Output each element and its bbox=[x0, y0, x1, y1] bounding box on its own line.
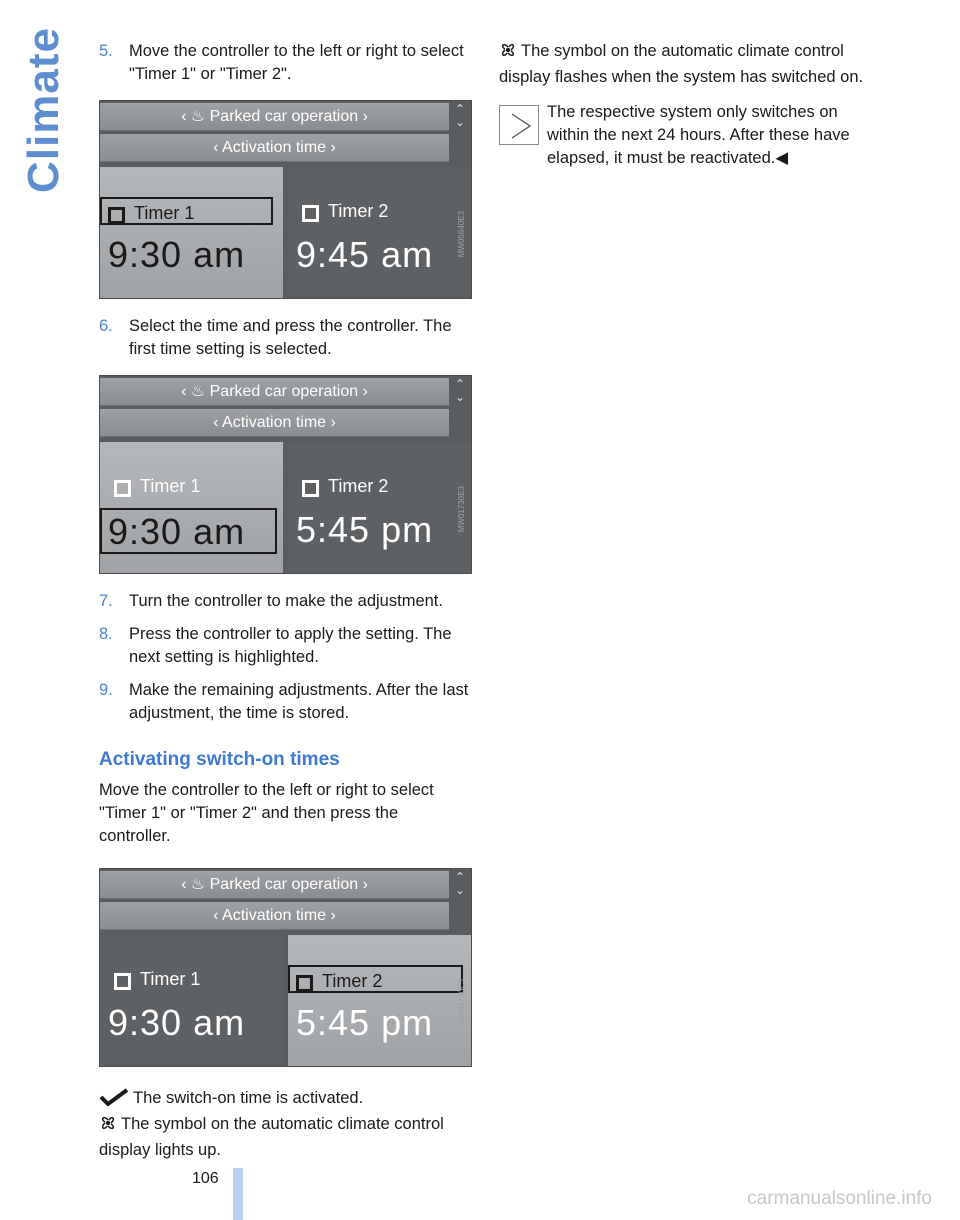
chapter-tab bbox=[19, 27, 68, 193]
image-code: MW01730E3 bbox=[457, 486, 466, 533]
step-8 bbox=[99, 623, 474, 669]
watermark: carmanualsonline.info bbox=[747, 1188, 932, 1209]
climate-fan-icon bbox=[499, 41, 517, 66]
timer1-panel bbox=[100, 935, 283, 1067]
timer2-label: Timer 2 bbox=[296, 472, 463, 500]
scroll-arrows-icon: ⌃ ⌄ bbox=[454, 870, 466, 897]
step-number: 8. bbox=[99, 625, 113, 643]
timer2-label: Timer 2 bbox=[288, 965, 463, 993]
scroll-arrows-icon: ⌃ ⌄ bbox=[454, 102, 466, 129]
note-text: The respective system only switches on within the next 24 hours. After these have elapsed, it must be reactivated. bbox=[547, 103, 850, 167]
section-heading: Activating switch-on times bbox=[99, 749, 340, 770]
menu-title: Parked car operation bbox=[209, 383, 359, 400]
step-text: Select the time and press the controller. The first time setting is selected. bbox=[129, 317, 452, 358]
timer2-panel bbox=[288, 167, 472, 299]
timer1-label: Timer 1 bbox=[100, 197, 273, 225]
step-text: Move the controller to the left or right to select "Timer 1" or "Timer 2". bbox=[129, 42, 464, 83]
submenu-bar: ‹ Activation time › bbox=[100, 902, 449, 930]
lights-up-line bbox=[99, 1113, 474, 1162]
step-6 bbox=[99, 315, 474, 361]
activated-text: The switch-on time is activated. bbox=[133, 1089, 364, 1107]
timer2-panel bbox=[288, 442, 472, 574]
note-box bbox=[499, 101, 879, 170]
submenu-title: Activation time bbox=[222, 414, 327, 431]
step-number: 6. bbox=[99, 317, 113, 335]
timer2-time: 9:45 am bbox=[296, 234, 434, 275]
page-number: 106 bbox=[192, 1170, 219, 1187]
step-number: 7. bbox=[99, 592, 113, 610]
timer2-time: 5:45 pm bbox=[296, 509, 434, 550]
scroll-arrows-icon: ⌃ ⌄ bbox=[454, 377, 466, 404]
menu-title: Parked car operation bbox=[209, 108, 359, 125]
step-text: Press the controller to apply the setting. The next setting is highlighted. bbox=[129, 625, 452, 666]
timer2-panel bbox=[288, 935, 472, 1067]
step-text: Turn the controller to make the adjustment. bbox=[129, 592, 443, 610]
timer2-label: Timer 2 bbox=[296, 197, 463, 225]
step-number: 5. bbox=[99, 42, 113, 60]
chapter-title: Climate bbox=[19, 27, 68, 193]
submenu-title: Activation time bbox=[222, 139, 327, 156]
note-triangle-icon bbox=[499, 105, 539, 145]
step-7 bbox=[99, 590, 474, 613]
left-column bbox=[99, 40, 474, 1162]
timer1-label: Timer 1 bbox=[108, 472, 273, 500]
timer1-label: Timer 1 bbox=[108, 965, 273, 993]
end-mark: ◀ bbox=[775, 149, 789, 167]
footer-bar bbox=[233, 1168, 243, 1220]
submenu-title: Activation time bbox=[222, 907, 327, 924]
climate-fan-icon bbox=[99, 1114, 117, 1139]
step-number: 9. bbox=[99, 681, 113, 699]
submenu-bar: ‹ Activation time › bbox=[100, 134, 449, 162]
timer1-time: 9:30 am bbox=[108, 234, 246, 275]
activating-body: Move the controller to the left or right to select "Timer 1" or "Timer 2" and then press the controller. bbox=[99, 781, 434, 845]
image-code: MW05640E3 bbox=[457, 211, 466, 258]
step-5 bbox=[99, 40, 474, 86]
idrive-screen-3 bbox=[99, 868, 472, 1067]
menu-title-bar: ‹ ♨ Parked car operation › bbox=[100, 378, 449, 406]
menu-title-bar: ‹ ♨ Parked car operation › bbox=[100, 103, 449, 131]
right-column bbox=[499, 40, 879, 170]
timer1-panel bbox=[100, 442, 283, 574]
step-9 bbox=[99, 679, 474, 725]
idrive-screen-1 bbox=[99, 100, 472, 299]
activated-line bbox=[99, 1087, 474, 1113]
timer1-time: 9:30 am bbox=[100, 508, 277, 554]
step-text: Make the remaining adjustments. After the last adjustment, the time is stored. bbox=[129, 681, 469, 722]
timer2-time: 5:45 pm bbox=[296, 1002, 434, 1043]
submenu-bar: ‹ Activation time › bbox=[100, 409, 449, 437]
image-code: MW01720E3 bbox=[457, 979, 466, 1026]
idrive-screen-2 bbox=[99, 375, 472, 574]
timer1-panel bbox=[100, 167, 283, 299]
menu-title-bar: ‹ ♨ Parked car operation › bbox=[100, 871, 449, 899]
lights-up-text: The symbol on the automatic climate control display lights up. bbox=[99, 1115, 444, 1159]
flashes-text: The symbol on the automatic climate control display flashes when the system has switched on. bbox=[499, 42, 864, 86]
flashes-line bbox=[499, 40, 879, 89]
menu-title: Parked car operation bbox=[209, 876, 359, 893]
checkmark-icon bbox=[99, 1088, 129, 1113]
timer1-time: 9:30 am bbox=[108, 1002, 246, 1043]
